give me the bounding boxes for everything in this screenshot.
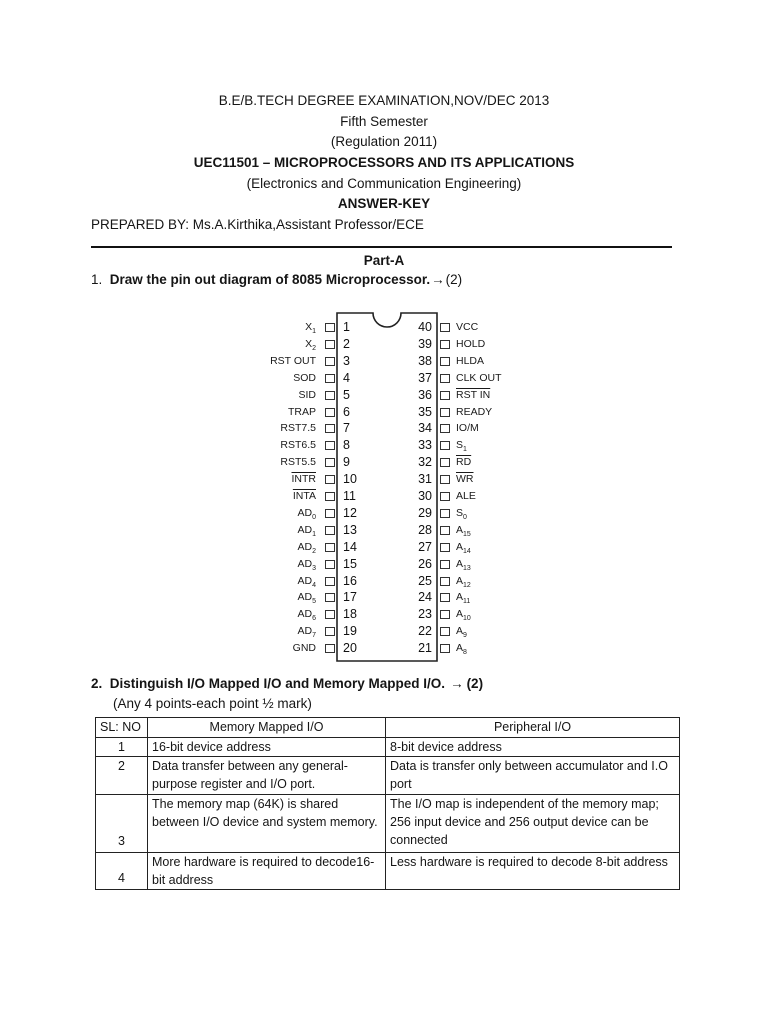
pin-name: INTA <box>292 490 316 502</box>
pin-square <box>440 627 450 636</box>
pin-name: $\overline{WR}$ <box>456 473 474 486</box>
pin-name: READY <box>456 405 493 418</box>
pin-name: A <box>456 557 464 570</box>
marking-note: (Any 4 points-each point ½ mark) <box>113 696 312 711</box>
pin-name: X <box>305 337 313 350</box>
pin-square <box>325 323 335 332</box>
pin-diagram-8085 <box>260 305 530 670</box>
header-memory-mapped: Memory Mapped I/O <box>148 718 386 738</box>
pin-subscript: 9 <box>463 632 467 640</box>
pin-square <box>325 441 335 450</box>
pin-square <box>440 526 450 535</box>
header-sl-no: SL: NO <box>96 718 148 738</box>
pin-subscript: 7 <box>312 632 316 640</box>
pin-square <box>440 475 450 484</box>
pin-name: ALE <box>456 490 476 502</box>
pin-number: 6 <box>343 404 350 419</box>
pin-subscript: 1 <box>312 328 316 335</box>
pin-square <box>440 593 450 602</box>
pin-name: INTR <box>291 473 316 486</box>
arrow-icon: → <box>431 272 445 287</box>
question-marks: (2) <box>445 272 463 287</box>
table-row <box>96 738 680 757</box>
pin-name: AD <box>297 506 313 519</box>
pin-number: 2 <box>343 336 350 351</box>
pin-square <box>440 577 450 586</box>
pin-number: 4 <box>343 370 350 385</box>
pin-name: RST5.5 <box>280 456 316 469</box>
pin-number: 19 <box>343 624 357 639</box>
pin-name: A <box>456 608 464 621</box>
pin-number: 20 <box>343 641 357 656</box>
pin-number: 1 <box>343 320 350 334</box>
pin-subscript: 2 <box>312 344 316 352</box>
pin-number: 10 <box>343 472 357 487</box>
pin-number: 35 <box>418 404 432 419</box>
pin-number: 14 <box>343 539 357 554</box>
pin-name: AD <box>297 557 313 570</box>
pin-subscript: 1 <box>312 530 316 538</box>
pin-square <box>440 408 450 417</box>
memory-mapped-cell: More hardware is required to decode16-bit address <box>148 853 386 890</box>
pin-label <box>293 641 316 655</box>
pin-square <box>440 644 450 653</box>
pin-label <box>280 421 316 435</box>
question-marks: (2) <box>466 676 484 691</box>
question-text: Draw the pin out diagram of 8085 Microprocessor. <box>109 272 431 287</box>
pin-square <box>440 441 450 450</box>
document-type: ANSWER-KEY <box>337 196 431 211</box>
pin-square <box>325 475 335 484</box>
pin-label <box>280 455 316 469</box>
pin-square <box>440 340 450 349</box>
pin-square <box>325 526 335 535</box>
pin-square <box>325 509 335 518</box>
pin-number: 28 <box>418 522 432 537</box>
pin-label <box>456 421 479 435</box>
question-2 <box>91 674 483 694</box>
pin-label <box>293 371 316 385</box>
row-number: 4 <box>96 853 148 890</box>
pin-number: 30 <box>418 489 432 503</box>
pin-number: 24 <box>418 590 432 605</box>
pin-name: VCC <box>456 321 479 333</box>
pin-label <box>456 354 484 368</box>
pin-number: 16 <box>343 573 357 588</box>
pin-name: HLDA <box>456 354 485 367</box>
pin-number: 27 <box>418 539 432 554</box>
pin-number: 18 <box>343 607 357 622</box>
pin-number: 8 <box>343 438 350 453</box>
memory-mapped-cell: 16-bit device address <box>148 738 386 757</box>
pin-name: S <box>456 506 464 519</box>
pin-square <box>325 593 335 602</box>
pin-number: 11 <box>343 489 356 503</box>
pin-square <box>440 458 450 467</box>
pin-number: 15 <box>343 556 357 571</box>
pin-number: 25 <box>418 573 432 588</box>
pin-name: $\overline{RD}$ <box>456 456 472 469</box>
pin-name: AD <box>297 608 313 621</box>
question-1 <box>91 270 462 290</box>
memory-mapped-cell: The memory map (64K) is shared between I/O device and system memory. <box>148 795 386 853</box>
pin-label <box>456 388 490 402</box>
pin-label <box>456 455 471 469</box>
pin-name: SOD <box>293 371 316 384</box>
pin-label <box>288 405 316 419</box>
pin-number: 29 <box>418 505 432 520</box>
divider-rule <box>91 246 672 248</box>
question-number: 2. <box>91 676 103 691</box>
pin-subscript: 2 <box>312 547 316 555</box>
pin-square <box>325 458 335 467</box>
pin-name: A <box>456 591 464 604</box>
table-header-row <box>96 718 680 738</box>
memory-mapped-cell: Data transfer between any general-purpose register and I/O port. <box>148 757 386 795</box>
pin-number: 39 <box>418 336 432 351</box>
pin-subscript: 8 <box>463 649 467 657</box>
department: (Electronics and Communication Engineering) <box>246 176 522 191</box>
pin-name: TRAP <box>287 405 316 418</box>
pin-square <box>325 424 335 433</box>
pin-name: RST IN <box>456 388 491 401</box>
pin-square <box>325 644 335 653</box>
peripheral-cell: 8-bit device address <box>386 738 680 757</box>
pin-label <box>292 472 317 486</box>
pin-name: AD <box>297 540 313 553</box>
part-heading: Part-A <box>363 253 405 268</box>
peripheral-cell: The I/O map is independent of the memory map; 256 input device and 256 output device can be connected <box>386 795 680 853</box>
pin-number: 37 <box>418 370 432 385</box>
pin-label <box>270 354 316 368</box>
pin-number: 21 <box>418 641 432 656</box>
pin-name: X <box>305 321 313 333</box>
pin-number: 5 <box>343 387 350 402</box>
pin-square <box>440 357 450 366</box>
pin-label <box>456 337 485 351</box>
pin-square <box>325 560 335 569</box>
table-row <box>96 757 680 795</box>
pin-label <box>456 489 476 503</box>
pin-name: A <box>456 540 464 553</box>
row-number: 3 <box>96 795 148 853</box>
pin-subscript: 6 <box>312 615 316 623</box>
question-number: 1. <box>91 272 103 287</box>
pin-number: 22 <box>418 624 432 639</box>
row-number: 2 <box>96 757 148 795</box>
pin-subscript: 12 <box>463 581 471 589</box>
pin-square <box>325 627 335 636</box>
pin-label <box>280 438 316 452</box>
pin-number: 36 <box>418 387 432 402</box>
pin-name: CLK OUT <box>456 371 502 384</box>
pin-name: AD <box>297 523 313 536</box>
pin-name: A <box>456 642 464 655</box>
pin-subscript: 11 <box>463 598 471 606</box>
table-row <box>96 853 680 890</box>
pin-label <box>456 405 492 419</box>
pin-subscript: 1 <box>463 446 467 454</box>
pin-name: GND <box>292 642 316 655</box>
pin-name: RST OUT <box>270 354 316 367</box>
pin-name: A <box>456 625 464 638</box>
header-peripheral: Peripheral I/O <box>386 718 680 738</box>
exam-title: B.E/B.TECH DEGREE EXAMINATION,NOV/DEC 2013 <box>218 93 550 108</box>
pin-number: 17 <box>343 590 357 605</box>
pin-label <box>456 371 502 385</box>
pin-square <box>325 374 335 383</box>
pin-square <box>440 323 450 332</box>
course-title: UEC11501 – MICROPROCESSORS AND ITS APPLICATIONS <box>193 155 575 170</box>
pin-square <box>325 492 335 501</box>
pin-square <box>325 391 335 400</box>
row-number: 1 <box>96 738 148 757</box>
pin-name: RST7.5 <box>280 422 316 435</box>
pin-name: A <box>456 574 464 587</box>
pin-subscript: 5 <box>312 598 316 606</box>
pin-number: 33 <box>418 438 432 453</box>
pin-name: RST6.5 <box>280 439 316 452</box>
comparison-table <box>95 717 680 890</box>
pin-number: 12 <box>343 505 357 520</box>
peripheral-cell: Less hardware is required to decode 8-bit address <box>386 853 680 890</box>
pin-number: 32 <box>418 455 432 470</box>
prepared-by: PREPARED BY: Ms.A.Kirthika,Assistant Professor/ECE <box>91 217 424 232</box>
pin-square <box>325 357 335 366</box>
pin-subscript: 13 <box>463 564 471 572</box>
regulation: (Regulation 2011) <box>330 134 438 149</box>
table-row <box>96 795 680 853</box>
semester: Fifth Semester <box>340 114 428 129</box>
pin-name: SID <box>298 388 316 401</box>
pin-square <box>440 610 450 619</box>
pin-subscript: 4 <box>312 581 316 589</box>
pin-number: 34 <box>418 421 432 436</box>
pin-square <box>440 391 450 400</box>
peripheral-cell: Data is transfer only between accumulator and I.O port <box>386 757 680 795</box>
pin-name: AD <box>297 574 313 587</box>
pin-label <box>456 320 478 334</box>
pin-name: S <box>456 439 464 452</box>
pin-name: A <box>456 523 464 536</box>
pin-square <box>325 577 335 586</box>
pin-square <box>440 424 450 433</box>
pin-square <box>440 492 450 501</box>
pin-subscript: 3 <box>312 564 316 572</box>
pin-name: AD <box>297 591 313 604</box>
pin-subscript: 0 <box>312 513 316 521</box>
pin-name: AD <box>297 625 313 638</box>
pin-square <box>440 560 450 569</box>
pin-number: 7 <box>343 421 350 436</box>
pin-square <box>440 374 450 383</box>
pin-label <box>293 489 316 503</box>
pin-subscript: 15 <box>463 530 471 538</box>
pin-name: HOLD <box>456 337 486 350</box>
pin-number: 38 <box>418 353 432 368</box>
pin-number: 26 <box>418 556 432 571</box>
pin-square <box>440 543 450 552</box>
pin-square <box>325 543 335 552</box>
pin-subscript: 0 <box>463 513 467 521</box>
pin-number: 3 <box>343 353 350 368</box>
arrow-icon: → <box>450 676 464 691</box>
pin-number: 9 <box>343 455 350 470</box>
question-text: Distinguish I/O Mapped I/O and Memory Mapped I/O. <box>109 676 446 691</box>
pin-label <box>456 472 474 486</box>
pin-subscript: 10 <box>463 615 471 623</box>
pin-name: IO/M <box>456 422 479 435</box>
pin-square <box>325 408 335 417</box>
pin-number: 13 <box>343 522 357 537</box>
pin-subscript: 14 <box>463 547 471 555</box>
pin-square <box>440 509 450 518</box>
pin-number: 31 <box>418 472 432 487</box>
pin-label <box>456 641 467 660</box>
pin-label <box>298 388 316 402</box>
pin-square <box>325 340 335 349</box>
pin-number: 23 <box>418 607 432 622</box>
pin-square <box>325 610 335 619</box>
pin-number: 40 <box>418 320 432 334</box>
